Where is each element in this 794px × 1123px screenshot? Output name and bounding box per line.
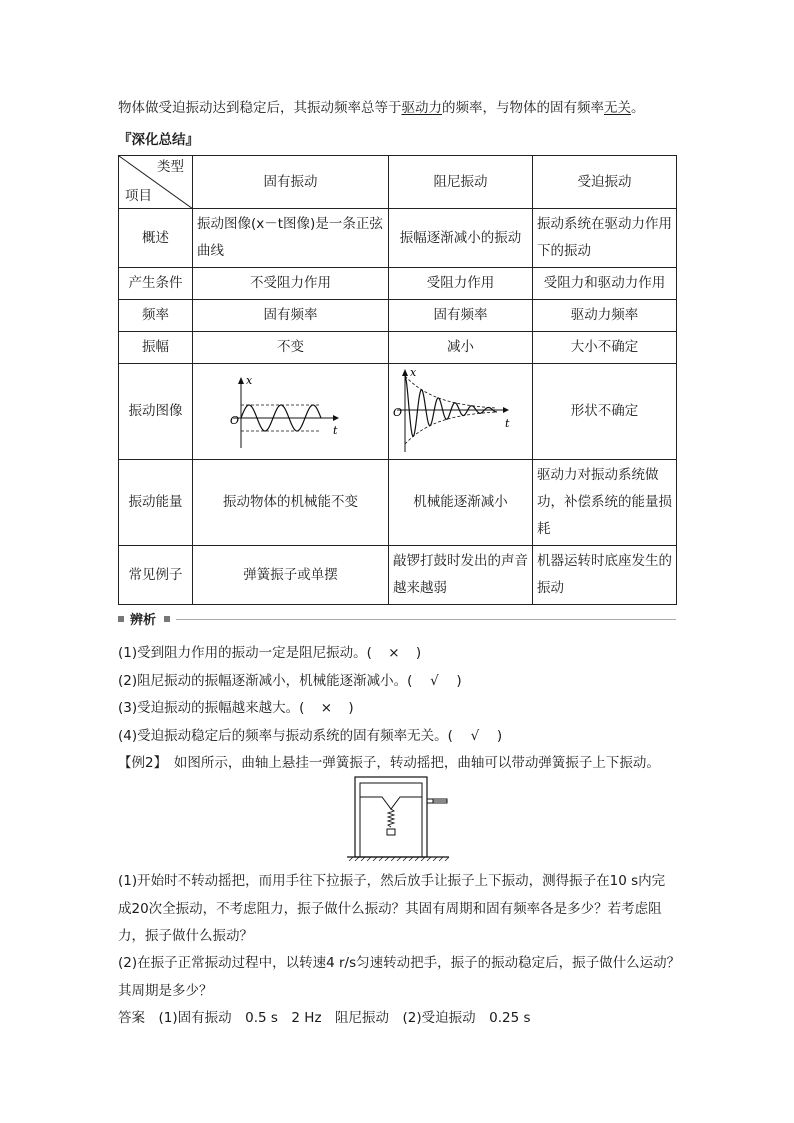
graph-o-label: O bbox=[392, 405, 402, 419]
table-row bbox=[119, 460, 677, 546]
table-cell: 不变 bbox=[193, 332, 389, 364]
table-row bbox=[119, 364, 677, 460]
section-header bbox=[118, 612, 676, 626]
example-line bbox=[118, 751, 660, 771]
corner-bottom-label: 项目 bbox=[125, 188, 152, 204]
answer-line: 答案 (1)固有振动 0.5 s 2 Hz 阻尼振动 (2)受迫振动 0.25 s bbox=[118, 1010, 531, 1026]
table-cell: 弹簧振子或单摆 bbox=[193, 546, 389, 605]
table-cell: 固有频率 bbox=[389, 300, 533, 332]
judgement-text: (4)受迫振动稳定后的频率与振动系统的固有频率无关。( bbox=[118, 728, 453, 744]
table-cell: 敲锣打鼓时发出的声音越来越弱 bbox=[389, 546, 533, 605]
table-row bbox=[119, 268, 677, 300]
table-cell: 振动物体的机械能不变 bbox=[193, 460, 389, 546]
judgement-mark: × bbox=[320, 700, 333, 716]
corner-top-label: 类型 bbox=[157, 159, 184, 175]
header-forced: 受迫振动 bbox=[533, 156, 677, 209]
judgement-text: (2)阻尼振动的振幅逐渐减小，机械能逐渐减小。( bbox=[118, 673, 413, 689]
square-icon bbox=[118, 616, 124, 622]
judgement-mark: × bbox=[388, 645, 400, 661]
table-row bbox=[119, 546, 677, 605]
question-1-line: 成20次全振动，不考虑阻力，振子做什么振动？其固有周期和固有频率各是多少？若考虑阻 bbox=[118, 901, 662, 917]
judgement-text: (1)受到阻力作用的振动一定是阻尼振动。( bbox=[118, 645, 372, 661]
table-row bbox=[119, 300, 677, 332]
row-label: 振幅 bbox=[119, 332, 193, 364]
intro-line bbox=[118, 96, 645, 116]
judgement-close: ) bbox=[496, 728, 503, 744]
corner-cell bbox=[119, 156, 193, 209]
header-damped: 阻尼振动 bbox=[389, 156, 533, 209]
row-label: 振动能量 bbox=[119, 460, 193, 546]
table-cell: 驱动力频率 bbox=[533, 300, 677, 332]
table-cell: 驱动力对振动系统做功，补偿系统的能量损耗 bbox=[533, 460, 677, 546]
judgement-mark: √ bbox=[430, 673, 439, 689]
row-label: 概述 bbox=[119, 209, 193, 268]
question-2-line: (2)在振子正常振动过程中，以转速4 r/s匀速转动把手，振子的振动稳定后，振子做什么运动？ bbox=[118, 955, 681, 971]
judgement-close: ) bbox=[348, 700, 354, 716]
section-title: 辨析 bbox=[130, 613, 157, 628]
natural-vibration-graph-cell bbox=[193, 364, 389, 460]
intro-underline-1: 驱动力 bbox=[401, 100, 442, 116]
table-cell: 振动系统在驱动力作用下的振动 bbox=[533, 209, 677, 268]
square-icon bbox=[164, 616, 170, 622]
judgement-item bbox=[118, 696, 354, 716]
graph-t-label: t bbox=[332, 423, 337, 437]
sine-wave-graph bbox=[221, 372, 361, 452]
judgement-mark: √ bbox=[470, 728, 480, 744]
judgement-item bbox=[118, 669, 462, 689]
question-1-line: 力，振子做什么振动？ bbox=[118, 928, 253, 944]
example-text: 如图所示，曲轴上悬挂一弹簧振子，转动摇把，曲轴可以带动弹簧振子上下振动。 bbox=[173, 755, 660, 771]
divider bbox=[176, 619, 676, 620]
question-2-line: 其周期是多少？ bbox=[118, 983, 213, 999]
row-label: 常见例子 bbox=[119, 546, 193, 605]
judgement-close: ) bbox=[456, 673, 462, 689]
summary-table bbox=[118, 155, 677, 605]
judgement-item bbox=[118, 724, 502, 744]
table-row bbox=[119, 332, 677, 364]
damped-wave-graph bbox=[391, 368, 531, 456]
row-label: 振动图像 bbox=[119, 364, 193, 460]
table-cell: 受阻力作用 bbox=[389, 268, 533, 300]
table-cell: 机器运转时底座发生的振动 bbox=[533, 546, 677, 605]
crankshaft-figure bbox=[345, 775, 455, 861]
table-cell: 固有频率 bbox=[193, 300, 389, 332]
row-label: 产生条件 bbox=[119, 268, 193, 300]
judgement-item bbox=[118, 641, 421, 661]
table-cell: 机械能逐渐减小 bbox=[389, 460, 533, 546]
table-cell: 振动图像(x－t图像)是一条正弦曲线 bbox=[193, 209, 389, 268]
graph-o-label: O bbox=[229, 413, 239, 427]
judgement-text: (3)受迫振动的振幅越来越大。( bbox=[118, 700, 305, 716]
row-label: 频率 bbox=[119, 300, 193, 332]
table-cell: 减小 bbox=[389, 332, 533, 364]
header-natural: 固有振动 bbox=[193, 156, 389, 209]
intro-underline-2: 无关 bbox=[604, 100, 631, 116]
table-cell: 形状不确定 bbox=[533, 364, 677, 460]
table-header-row bbox=[119, 156, 677, 209]
table-cell: 不受阻力作用 bbox=[193, 268, 389, 300]
question-1-line: (1)开始时不转动摇把，而用手往下拉振子，然后放手让振子上下振动，测得振子在10 s内完 bbox=[118, 873, 666, 889]
damped-vibration-graph-cell bbox=[389, 364, 533, 460]
judgement-close: ) bbox=[415, 645, 422, 661]
table-cell: 振幅逐渐减小的振动 bbox=[389, 209, 533, 268]
table-cell: 受阻力和驱动力作用 bbox=[533, 268, 677, 300]
intro-text: 物体做受迫振动达到稳定后，其振动频率总等于 bbox=[118, 100, 402, 116]
table-cell: 大小不确定 bbox=[533, 332, 677, 364]
intro-end: 。 bbox=[631, 100, 645, 116]
graph-x-label: x bbox=[409, 367, 416, 379]
graph-t-label: t bbox=[504, 416, 509, 430]
graph-x-label: x bbox=[245, 373, 252, 387]
summary-title: 『深化总结』 bbox=[118, 132, 199, 148]
intro-text-mid: 的频率，与物体的固有频率 bbox=[442, 100, 604, 116]
table-row bbox=[119, 209, 677, 268]
example-tag: 【例2】 bbox=[118, 755, 161, 771]
